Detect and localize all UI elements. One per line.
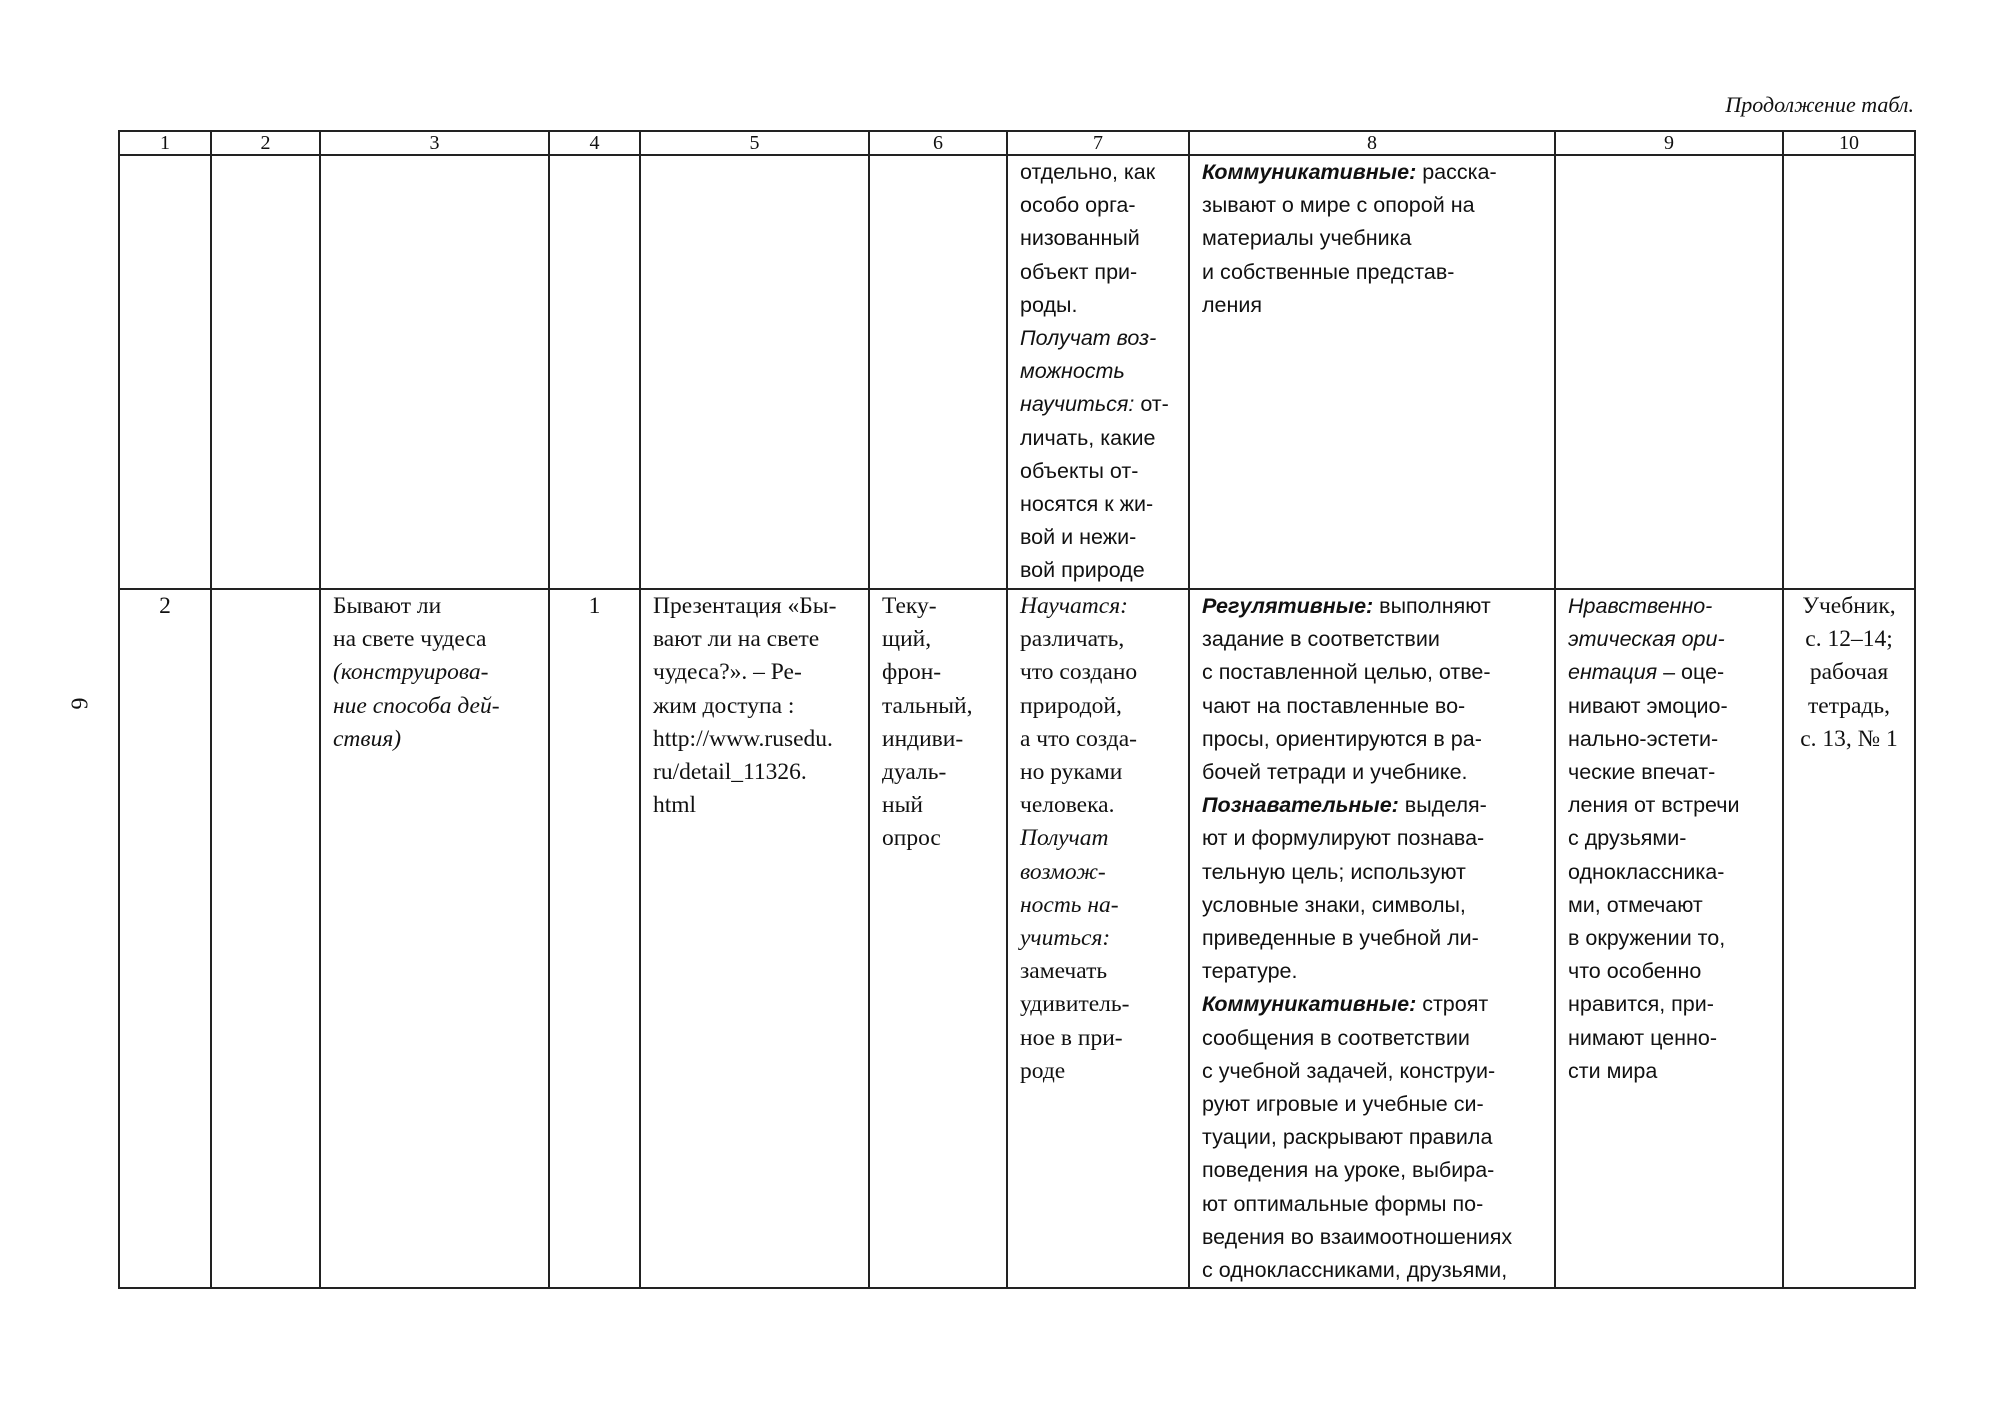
cell-homework: Учебник, с. 12–14; рабочая тетрадь, с. 13, № 1 — [1783, 589, 1915, 1288]
cell-empty — [869, 155, 1007, 589]
cell-empty — [211, 155, 320, 589]
col-header: 4 — [549, 131, 640, 155]
cell-empty — [320, 155, 549, 589]
cell-learning-outcomes: отдельно, как особо орга- низованный объект при- роды. Получат воз- можность научиться: от- личать, какие объекты от- носятся к жи- вой и нежи- вой природе — [1007, 155, 1189, 589]
cell-uud: Коммуникативные: расска- зывают о мире с опорой на материалы учебника и собственные представ- ления — [1189, 155, 1555, 589]
col-header: 7 — [1007, 131, 1189, 155]
table-continuation-caption: Продолжение табл. — [1725, 92, 1914, 117]
col-header: 6 — [869, 131, 1007, 155]
header-row — [119, 131, 1915, 155]
table-row — [119, 155, 1915, 589]
cell-personal-results: Нравственно- этическая ори- ентация – оце- нивают эмоцио- нально-эстети- ческие впечат- ления от встречи с друзьями- одноклассника- ми, отмечают в окружении то, что особенно нравится, при- нимают ценно- сти мира — [1555, 589, 1783, 1288]
lesson-plan-table — [118, 130, 1916, 1289]
cell-lesson-number: 2 — [119, 589, 211, 1288]
cell-uud: Регулятивные: выполняют задание в соответствии с поставленной целью, отве- чают на поставленные во- просы, ориентируются в ра- бочей тетради и учебнике. Познавательные: выделя- ют и формулируют познава- тельную цель; используют условные знаки, символы, приведенные в учебной ли- тературе. Коммуникативные: строят сообщения в соответствии с учебной задачей, конструи- руют игровые и учебные си- туации, раскрывают правила поведения на уроке, выбира- ют оптимальные формы по- ведения во взаимоотношениях с одноклассниками, друзьями, — [1189, 589, 1555, 1288]
cell-hours: 1 — [549, 589, 640, 1288]
col-header: 1 — [119, 131, 211, 155]
cell-empty — [640, 155, 869, 589]
cell-lesson-topic: Бывают ли на свете чудеса (конструирова- ние способа дей- ствия) — [320, 589, 549, 1288]
cell-learning-outcomes: Научатся: различать, что создано природой, а что созда- но руками человека. Получат возмож- ность на- учиться: замечать удивитель- ное в при- роде — [1007, 589, 1189, 1288]
col-header: 9 — [1555, 131, 1783, 155]
col-header: 2 — [211, 131, 320, 155]
table-row — [119, 589, 1915, 1288]
page-number: 6 — [65, 697, 92, 710]
cell-empty — [119, 155, 211, 589]
col-header: 8 — [1189, 131, 1555, 155]
cell-assessment: Теку- щий, фрон- тальный, индиви- дуаль- ный опрос — [869, 589, 1007, 1288]
cell-empty — [1555, 155, 1783, 589]
cell-empty — [549, 155, 640, 589]
col-header: 5 — [640, 131, 869, 155]
col-header: 3 — [320, 131, 549, 155]
cell-empty — [211, 589, 320, 1288]
cell-resources: Презентация «Бы- вают ли на свете чудеса?». – Ре- жим доступа : http://www.rusedu. ru/detail_11326. html — [640, 589, 869, 1288]
col-header: 10 — [1783, 131, 1915, 155]
cell-empty — [1783, 155, 1915, 589]
